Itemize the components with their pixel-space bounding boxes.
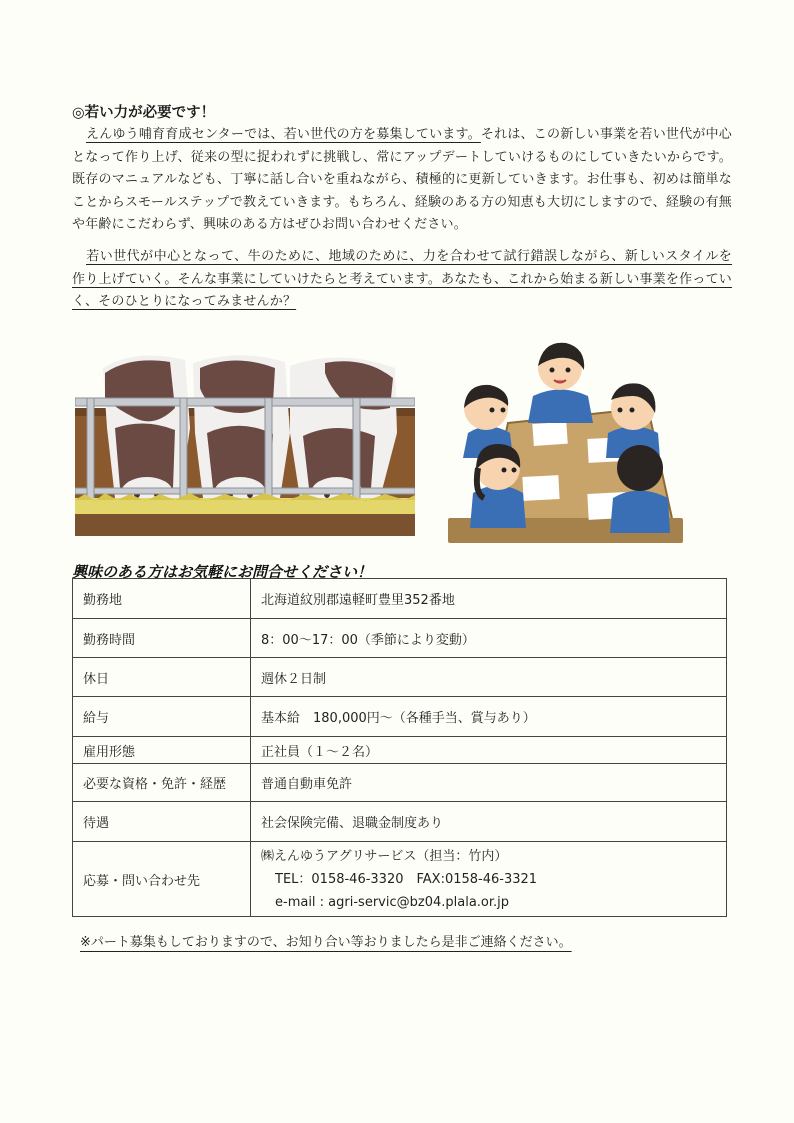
contact-phone-fax: TEL：0158-46-3320 FAX:0158-46-3321 [275,871,538,887]
vision-paragraph [72,246,732,314]
row-label: 雇用形態 [73,737,251,764]
recruit-lead-text: えんゆう哺育育成センターでは、若い世代の方を募集しています。 [86,127,481,142]
contact-invitation-title: 興味のある方はお気軽にお問合せください！ [72,563,373,581]
vision-text: 若い世代が中心となって、牛のために、地域のために、力を合わせて試行錯誤しながら、新しいスタイルを作り上げていく。そんな事業にしていけたらと考えています。あなたも、これから始まる新しい事業を作っていく、そのひとりになってみませんか？ [72,249,732,309]
row-value: 週休２日制 [251,658,727,697]
row-value: 8：00～17：00（季節により変動） [251,619,727,658]
table-row [73,619,727,658]
section-heading: ◎若い力が必要です！ [72,105,216,121]
person-top [528,343,593,423]
row-value: 社会保険完備、退職金制度あり [251,802,727,842]
contact-email: e-mail : agri-servic@bz04.plala.or.jp [275,894,510,910]
row-label: 待遇 [73,802,251,842]
table-row [73,842,727,917]
row-value: 普通自動車免許 [251,764,727,802]
row-value: 基本給 180,000円～（各種手当、賞与あり） [251,697,727,737]
table-row [73,802,727,842]
cow-3 [290,357,397,509]
contact-company: ㈱えんゆうアグリサービス（担当：竹内） [261,848,508,864]
row-label: 応募・問い合わせ先 [73,842,251,917]
row-label: 給与 [73,697,251,737]
row-label: 休日 [73,658,251,697]
row-value: 正社員（１～２名） [251,737,727,764]
row-value: 北海道紋別郡遠軽町豊里352番地 [251,579,727,619]
table-row [73,658,727,697]
table-row [73,697,727,737]
team-meeting-illustration [448,328,683,548]
part-time-note: ※パート募集もしておりますので、お知り合い等おりましたら是非ご連絡ください。 [80,935,572,950]
row-label: 勤務地 [73,579,251,619]
job-info-table [72,578,727,917]
feed-trough [75,514,415,536]
contact-cell [251,842,727,917]
intro-rest-text: それは、この新しい事業を若い世代が中心となって作り上げ、従来の型に捉われずに挑戦し、常にアップデートしていけるものにしていきたいからです。既存のマニュアルなども、丁寧に話し合いを重ねながら、積極的に更新していきます。お仕事も、初めは簡単なことからスモールステップで教えていきます。もちろん、経験のある方の知恵も大切にしますので、経験の有無や年齢にこだわらず、興味のある方はぜひお問い合わせください。 [72,127,732,232]
table-row [73,579,727,619]
row-label: 勤務時間 [73,619,251,658]
cow-2 [193,355,290,509]
cows-feeding-illustration [75,348,415,536]
table-row [73,737,727,764]
fence-top-rail [75,398,415,406]
intro-paragraph [72,124,732,237]
row-label: 必要な資格・免許・経歴 [73,764,251,802]
cow-1 [103,356,190,510]
table-row [73,764,727,802]
